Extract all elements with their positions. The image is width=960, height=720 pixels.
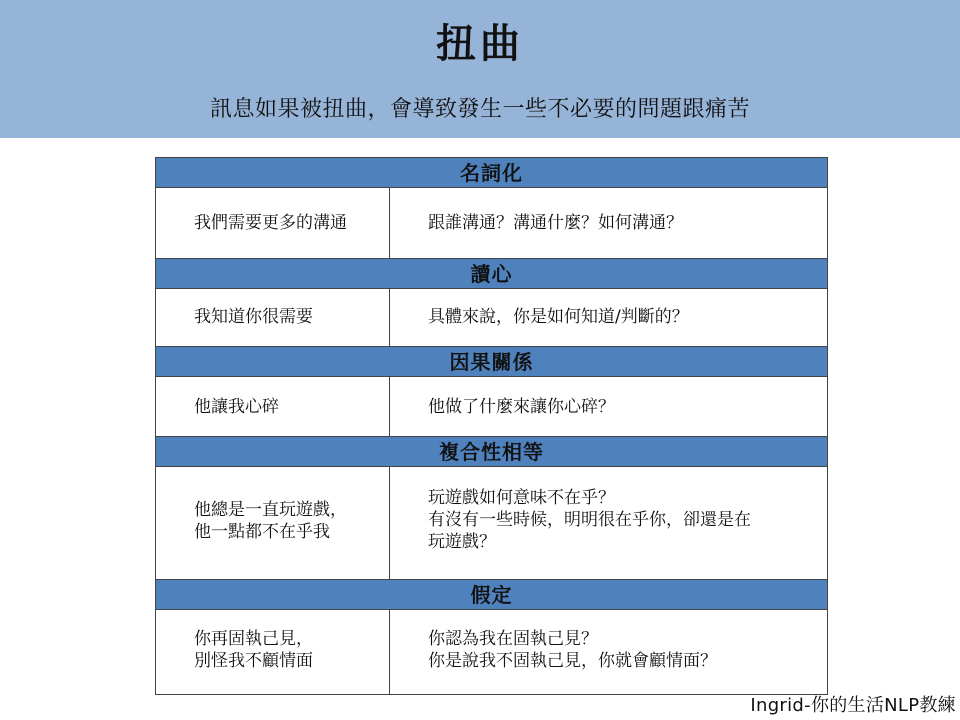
category-header: [156, 259, 827, 289]
statement-text-line-1: 你再固執己見，: [194, 629, 313, 649]
category-header: [156, 158, 827, 188]
question-text-line-2: 有沒有一些時候，明明很在乎你，卻還是在: [428, 510, 751, 530]
statement-text: 我們需要更多的溝通: [194, 213, 347, 233]
category-label: 因果關係: [449, 349, 534, 374]
page-subtitle: 訊息如果被扭曲，會導致發生一些不必要的問題跟痛苦: [209, 97, 750, 122]
statement-text-line-2: 別怪我不顧情面: [194, 651, 313, 671]
question-text-line-1: 你認為我在固執己見？: [428, 629, 598, 649]
question-text: 他做了什麼來讓你心碎？: [428, 397, 615, 417]
category-label: 假定: [470, 582, 513, 607]
question-cell: [390, 289, 827, 346]
distortion-table: [155, 157, 828, 695]
footer-credit: Ingrid-你的生活NLP教練: [750, 695, 956, 716]
statement-text-line-1: 他總是一直玩遊戲，: [194, 500, 347, 520]
question-text-line-2: 你是說我不固執己見，你就會顧情面？: [428, 651, 717, 671]
header-banner: [0, 0, 960, 138]
statement-text-line-2: 他一點都不在乎我: [194, 522, 330, 542]
table-row: [156, 610, 827, 694]
category-header: [156, 580, 827, 610]
statement-cell: [156, 467, 390, 579]
question-cell: [390, 610, 827, 694]
table-row: [156, 467, 827, 580]
statement-cell: [156, 610, 390, 694]
question-text: 具體來說，你是如何知道/判斷的？: [428, 307, 689, 327]
question-text-line-3: 玩遊戲？: [428, 532, 496, 552]
table-row: [156, 188, 827, 259]
category-header: [156, 437, 827, 467]
question-cell: [390, 188, 827, 258]
statement-cell: [156, 377, 390, 436]
statement-cell: [156, 188, 390, 258]
statement-text: 他讓我心碎: [194, 397, 279, 417]
question-cell: [390, 467, 827, 579]
table-row: [156, 377, 827, 437]
category-label: 名詞化: [460, 160, 523, 185]
statement-text: 我知道你很需要: [194, 307, 313, 327]
statement-cell: [156, 289, 390, 346]
question-text-line-1: 玩遊戲如何意味不在乎？: [428, 488, 615, 508]
category-label: 讀心: [470, 261, 513, 286]
question-text: 跟誰溝通？溝通什麼？如何溝通？: [428, 213, 683, 233]
category-label: 複合性相等: [439, 439, 544, 464]
category-header: [156, 347, 827, 377]
table-row: [156, 289, 827, 347]
page-title: 扭曲: [436, 21, 524, 67]
question-cell: [390, 377, 827, 436]
